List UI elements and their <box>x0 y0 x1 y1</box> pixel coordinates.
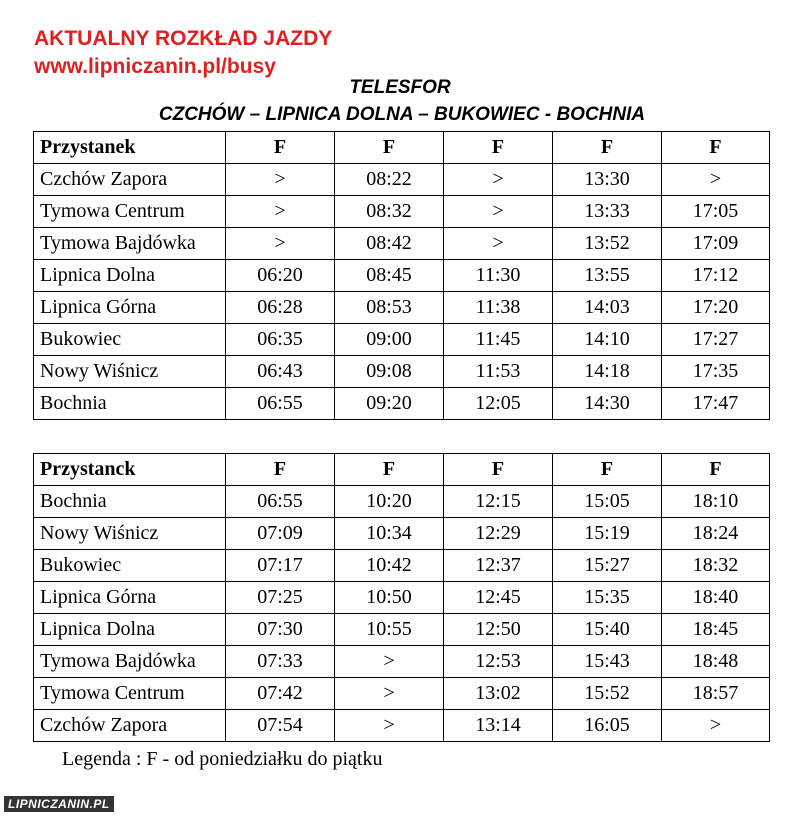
departure-time: 17:27 <box>662 324 770 356</box>
header-title: AKTUALNY ROZKŁAD JAZDY <box>34 27 333 50</box>
stop-name: Tymowa Bajdówka <box>34 646 226 678</box>
table-row <box>34 388 770 420</box>
departure-time: 08:53 <box>335 292 444 324</box>
departure-time: 14:03 <box>553 292 662 324</box>
departure-time: 07:25 <box>226 582 335 614</box>
departure-time: > <box>662 164 770 196</box>
departure-time: 07:54 <box>226 710 335 742</box>
departure-time: 13:33 <box>553 196 662 228</box>
departure-time: > <box>226 228 335 260</box>
departure-time: 06:55 <box>226 388 335 420</box>
departure-time: 18:45 <box>662 614 770 646</box>
departure-time: 13:55 <box>553 260 662 292</box>
departure-time: 14:30 <box>553 388 662 420</box>
column-header-stop: Przystanck <box>34 454 226 486</box>
departure-time: 10:42 <box>335 550 444 582</box>
table-row <box>34 646 770 678</box>
departure-time: > <box>226 196 335 228</box>
departure-time: > <box>444 228 553 260</box>
departure-time: 11:45 <box>444 324 553 356</box>
table-row <box>34 164 770 196</box>
stop-name: Bochnia <box>34 486 226 518</box>
table-row <box>34 582 770 614</box>
timetable-outbound <box>33 131 770 420</box>
departure-time: 08:45 <box>335 260 444 292</box>
column-header-service: F <box>226 454 335 486</box>
departure-time: 12:53 <box>444 646 553 678</box>
departure-time: 15:40 <box>553 614 662 646</box>
table-header-row <box>34 454 770 486</box>
route-title: CZCHÓW – LIPNICA DOLNA – BUKOWIEC - BOCHNIA <box>158 104 646 125</box>
departure-time: 15:19 <box>553 518 662 550</box>
departure-time: 07:42 <box>226 678 335 710</box>
departure-time: 14:18 <box>553 356 662 388</box>
stop-name: Bochnia <box>34 388 226 420</box>
column-header-service: F <box>335 132 444 164</box>
departure-time: 18:57 <box>662 678 770 710</box>
stop-name: Nowy Wiśnicz <box>34 356 226 388</box>
departure-time: 17:35 <box>662 356 770 388</box>
column-header-service: F <box>444 132 553 164</box>
departure-time: 12:29 <box>444 518 553 550</box>
departure-time: 17:05 <box>662 196 770 228</box>
stop-name: Tymowa Centrum <box>34 196 226 228</box>
departure-time: 12:37 <box>444 550 553 582</box>
stop-name: Czchów Zapora <box>34 710 226 742</box>
departure-time: 17:09 <box>662 228 770 260</box>
departure-time: 10:34 <box>335 518 444 550</box>
watermark-logo: LIPNICZANIN.PL <box>4 796 114 812</box>
table-row <box>34 710 770 742</box>
table-row <box>34 324 770 356</box>
departure-time: 12:05 <box>444 388 553 420</box>
timetable-return <box>33 453 770 742</box>
column-header-service: F <box>226 132 335 164</box>
column-header-service: F <box>335 454 444 486</box>
column-header-service: F <box>553 132 662 164</box>
column-header-service: F <box>662 132 770 164</box>
departure-time: 12:50 <box>444 614 553 646</box>
departure-time: 06:43 <box>226 356 335 388</box>
departure-time: 06:28 <box>226 292 335 324</box>
departure-time: 10:20 <box>335 486 444 518</box>
stop-name: Bukowiec <box>34 324 226 356</box>
departure-time: > <box>335 678 444 710</box>
departure-time: 15:05 <box>553 486 662 518</box>
departure-time: 13:14 <box>444 710 553 742</box>
stop-name: Bukowiec <box>34 550 226 582</box>
departure-time: 08:22 <box>335 164 444 196</box>
stop-name: Lipnica Dolna <box>34 260 226 292</box>
table-row <box>34 228 770 260</box>
table-row <box>34 550 770 582</box>
table-row <box>34 196 770 228</box>
departure-time: 06:20 <box>226 260 335 292</box>
departure-time: 13:30 <box>553 164 662 196</box>
departure-time: 16:05 <box>553 710 662 742</box>
departure-time: 15:27 <box>553 550 662 582</box>
departure-time: 14:10 <box>553 324 662 356</box>
departure-time: 07:33 <box>226 646 335 678</box>
table-row <box>34 356 770 388</box>
stop-name: Tymowa Bajdówka <box>34 228 226 260</box>
departure-time: 07:09 <box>226 518 335 550</box>
departure-time: 06:55 <box>226 486 335 518</box>
departure-time: 06:35 <box>226 324 335 356</box>
departure-time: 18:32 <box>662 550 770 582</box>
stop-name: Czchów Zapora <box>34 164 226 196</box>
departure-time: 13:52 <box>553 228 662 260</box>
departure-time: 12:15 <box>444 486 553 518</box>
departure-time: 11:38 <box>444 292 553 324</box>
departure-time: 09:00 <box>335 324 444 356</box>
departure-time: 17:47 <box>662 388 770 420</box>
departure-time: 07:30 <box>226 614 335 646</box>
departure-time: 18:10 <box>662 486 770 518</box>
header-url: www.lipniczanin.pl/busy <box>34 55 276 78</box>
column-header-service: F <box>662 454 770 486</box>
departure-time: 18:48 <box>662 646 770 678</box>
column-header-service: F <box>444 454 553 486</box>
departure-time: 08:42 <box>335 228 444 260</box>
stop-name: Tymowa Centrum <box>34 678 226 710</box>
departure-time: 18:24 <box>662 518 770 550</box>
departure-time: 07:17 <box>226 550 335 582</box>
departure-time: > <box>335 646 444 678</box>
operator-title: TELESFOR <box>349 77 451 98</box>
departure-time: 11:30 <box>444 260 553 292</box>
column-header-service: F <box>553 454 662 486</box>
stop-name: Lipnica Górna <box>34 582 226 614</box>
departure-time: 15:43 <box>553 646 662 678</box>
column-header-stop: Przystanek <box>34 132 226 164</box>
departure-time: > <box>444 196 553 228</box>
departure-time: > <box>444 164 553 196</box>
stop-name: Lipnica Górna <box>34 292 226 324</box>
departure-time: 15:52 <box>553 678 662 710</box>
departure-time: 09:20 <box>335 388 444 420</box>
departure-time: 08:32 <box>335 196 444 228</box>
departure-time: 17:12 <box>662 260 770 292</box>
departure-time: > <box>662 710 770 742</box>
table-row <box>34 260 770 292</box>
departure-time: 09:08 <box>335 356 444 388</box>
table-row <box>34 518 770 550</box>
departure-time: 15:35 <box>553 582 662 614</box>
departure-time: 11:53 <box>444 356 553 388</box>
departure-time: 18:40 <box>662 582 770 614</box>
departure-time: 13:02 <box>444 678 553 710</box>
departure-time: 17:20 <box>662 292 770 324</box>
departure-time: 10:55 <box>335 614 444 646</box>
departure-time: 12:45 <box>444 582 553 614</box>
table-row <box>34 614 770 646</box>
table-row <box>34 486 770 518</box>
stop-name: Nowy Wiśnicz <box>34 518 226 550</box>
table-header-row <box>34 132 770 164</box>
legend: Legenda : F - od poniedziałku do piątku <box>62 748 383 770</box>
departure-time: > <box>226 164 335 196</box>
departure-time: 10:50 <box>335 582 444 614</box>
departure-time: > <box>335 710 444 742</box>
table-row <box>34 678 770 710</box>
stop-name: Lipnica Dolna <box>34 614 226 646</box>
table-row <box>34 292 770 324</box>
